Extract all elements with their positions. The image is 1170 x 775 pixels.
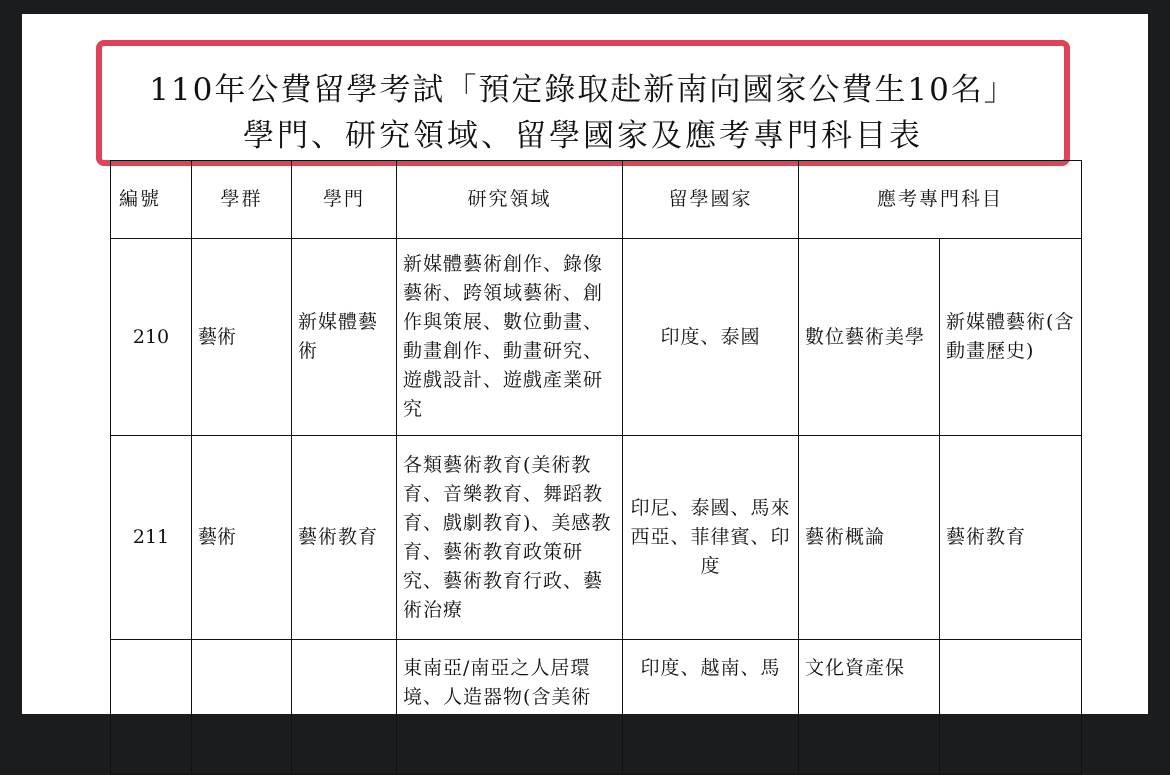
table-header-row: [111, 161, 1082, 239]
row-field: 新媒體藝術: [292, 239, 397, 436]
row-subject-2: 藝術教育: [940, 436, 1082, 640]
title-highlight-box: [96, 40, 1070, 166]
row-subject-2: [940, 640, 1082, 775]
document-subtitle: 學門、研究領域、留學國家及應考專門科目表: [243, 118, 923, 154]
subjects-table-wrap: [110, 160, 1081, 775]
header-subjects: 應考專門科目: [799, 161, 1082, 239]
row-field: [292, 640, 397, 775]
document-page: [22, 14, 1148, 714]
document-title: 110年公費留學考試「預定錄取赴新南向國家公費生10名」: [149, 72, 1017, 108]
header-research: 研究領域: [397, 161, 623, 239]
row-group: 藝術: [192, 436, 292, 640]
row-group: [192, 640, 292, 775]
row-field: 藝術教育: [292, 436, 397, 640]
subjects-table: [110, 160, 1082, 775]
row-research: 各類藝術教育(美術教育、音樂教育、舞蹈教育、戲劇教育)、美感教育、藝術教育政策研究、藝術教育行政、藝術治療: [397, 436, 623, 640]
row-subject-1: 藝術概論: [799, 436, 940, 640]
row-subject-2: 新媒體藝術(含動畫歷史): [940, 239, 1082, 436]
row-group: 藝術: [192, 239, 292, 436]
row-country: 印尼、泰國、馬來西亞、菲律賓、印度: [623, 436, 799, 640]
header-country: 留學國家: [623, 161, 799, 239]
row-subject-1: 數位藝術美學: [799, 239, 940, 436]
row-country: 印度、泰國: [623, 239, 799, 436]
row-number: [111, 640, 192, 775]
header-group: 學群: [192, 161, 292, 239]
row-subject-1: 文化資產保: [799, 640, 940, 775]
table-row: [111, 436, 1082, 640]
header-field: 學門: [292, 161, 397, 239]
row-number: 211: [111, 436, 192, 640]
row-research: 東南亞/南亞之人居環境、人造器物(含美術: [397, 640, 623, 775]
row-number: 210: [111, 239, 192, 436]
header-number: 編號: [111, 161, 192, 239]
row-research: 新媒體藝術創作、錄像藝術、跨領域藝術、創作與策展、數位動畫、動畫創作、動畫研究、遊戲設計、遊戲產業研究: [397, 239, 623, 436]
table-row: [111, 640, 1082, 775]
row-country: 印度、越南、馬: [623, 640, 799, 775]
table-row: [111, 239, 1082, 436]
